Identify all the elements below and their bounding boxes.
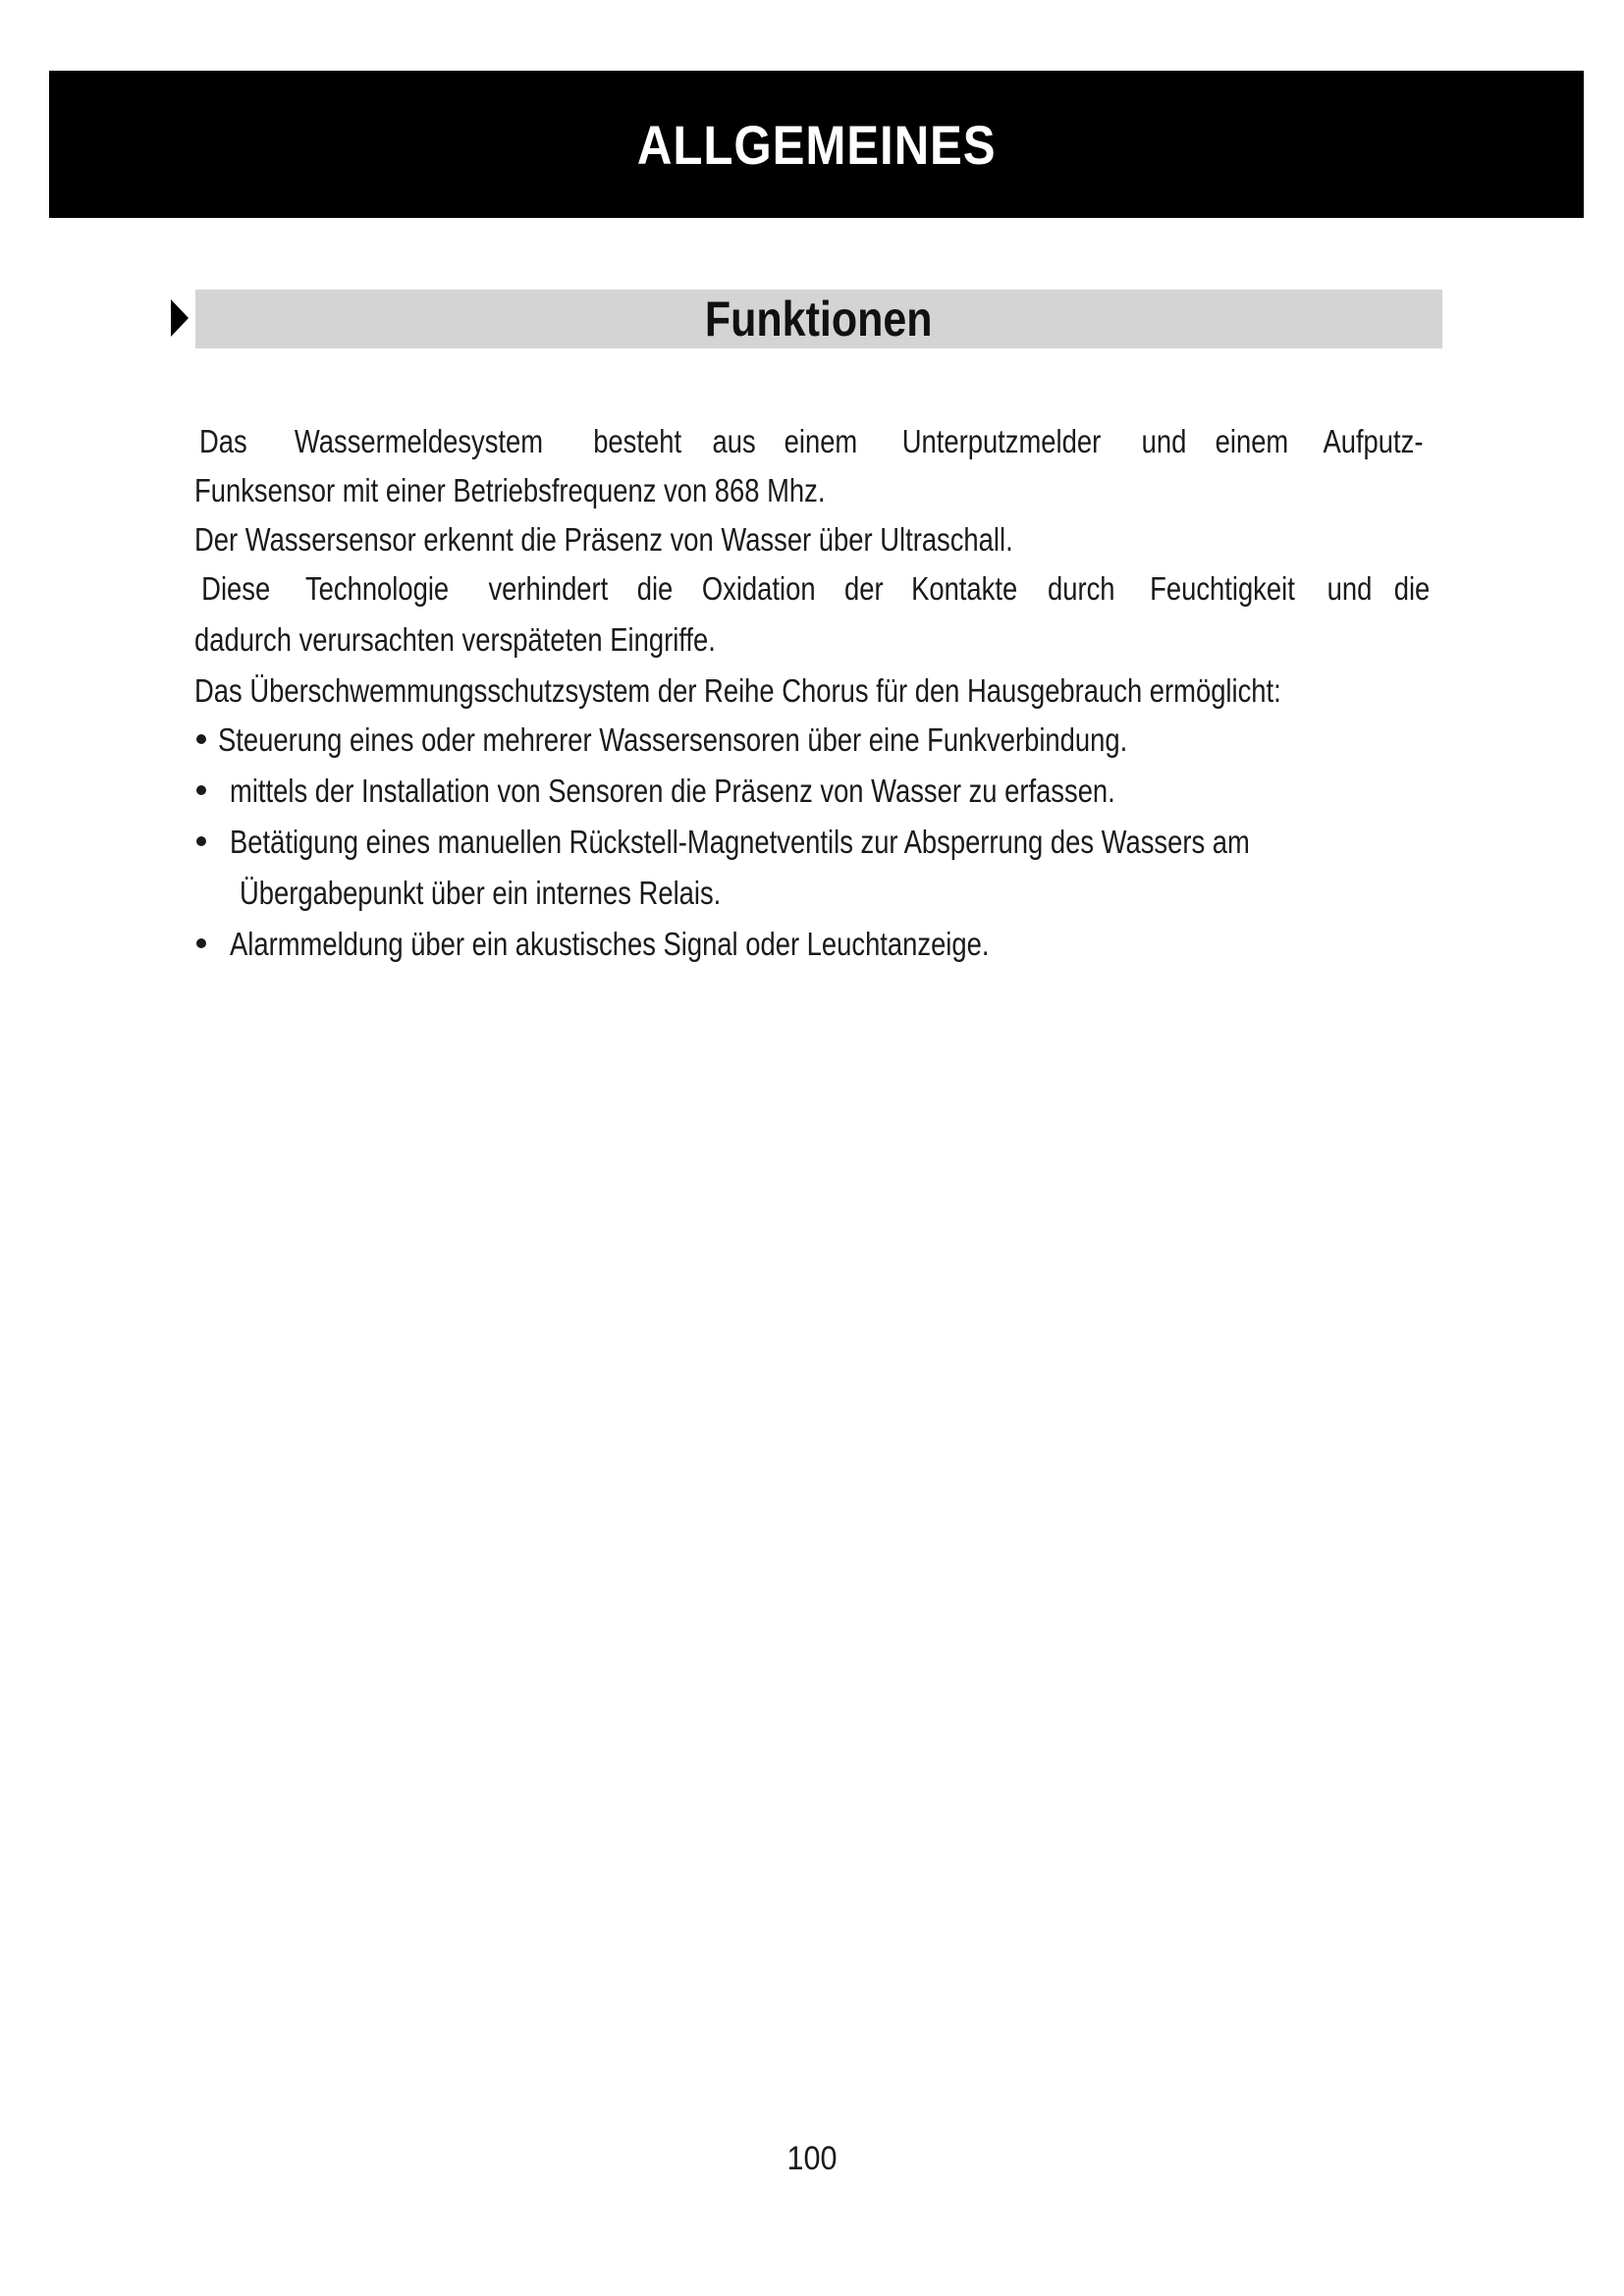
list-item (194, 767, 1434, 818)
justified-line (194, 564, 1434, 613)
list-item (194, 920, 1434, 971)
chapter-banner (49, 71, 1584, 218)
word: einem (784, 423, 857, 459)
word: Technologie (304, 570, 449, 607)
word: Unterputzmelder (901, 423, 1101, 459)
word: Feuchtigkeit (1150, 570, 1295, 607)
bullet-icon (196, 836, 206, 846)
word: durch (1048, 570, 1115, 607)
section-title: Funktionen (705, 292, 933, 347)
paragraph-2-text: Der Wassersensor erkennt die Präsenz von Wasser über Ultraschall. (194, 521, 1013, 558)
word: Aufputz- (1323, 423, 1424, 459)
word: Oxidation (701, 570, 816, 607)
word: Das (198, 423, 247, 459)
word: Diese (201, 570, 271, 607)
paragraph-4 (194, 667, 1434, 716)
word: Kontakte (910, 570, 1017, 607)
paragraph-1-line-1 (194, 417, 1434, 466)
body-content (194, 417, 1434, 971)
justified-line (194, 417, 1434, 465)
word: der (843, 570, 884, 607)
word: Wassermeldesystem (294, 423, 543, 459)
paragraph-1-text-2: Funksensor mit einer Betriebsfrequenz von 868 Mhz. (194, 472, 826, 508)
paragraph-3-line-2 (194, 615, 1434, 667)
paragraph-4-text: Das Überschwemmungsschutzsystem der Reihe Chorus für den Hausgebrauch ermöglicht: (194, 672, 1281, 709)
paragraph-3-text-2: dadurch verursachten verspäteten Eingriffe. (194, 621, 716, 658)
list-item-text: Übergabepunkt über ein internes Relais. (240, 875, 722, 911)
list-item-text: Steuerung eines oder mehrerer Wassersensoren über eine Funkverbindung. (218, 721, 1128, 758)
list-item-continuation (194, 869, 1434, 920)
word: und (1142, 423, 1187, 459)
list-item-text: mittels der Installation von Sensoren die Präsenz von Wasser zu erfassen. (230, 773, 1115, 809)
paragraph-2 (194, 515, 1434, 564)
word: die (637, 570, 674, 607)
section-arrow-icon (171, 299, 189, 337)
list-item-text: Betätigung eines manuellen Rückstell-Magnetventils zur Absperrung des Wassers am (230, 824, 1250, 860)
paragraph-1-line-2 (194, 466, 1434, 515)
word: verhindert (488, 570, 609, 607)
section-header-bar (195, 290, 1442, 348)
word: aus (712, 423, 756, 459)
chapter-title: ALLGEMEINES (636, 113, 997, 176)
bullet-icon (196, 785, 206, 795)
paragraph-3-line-1 (194, 564, 1434, 615)
word: die (1393, 570, 1431, 607)
bullet-icon (196, 938, 206, 948)
list-item (194, 716, 1434, 767)
bullet-icon (196, 734, 206, 744)
word: und (1327, 570, 1373, 607)
word: besteht (593, 423, 682, 459)
list-item (194, 818, 1434, 869)
list-item-text: Alarmmeldung über ein akustisches Signal oder Leuchtanzeige. (230, 926, 990, 962)
page-number: 100 (786, 2140, 838, 2177)
word: einem (1215, 423, 1289, 459)
